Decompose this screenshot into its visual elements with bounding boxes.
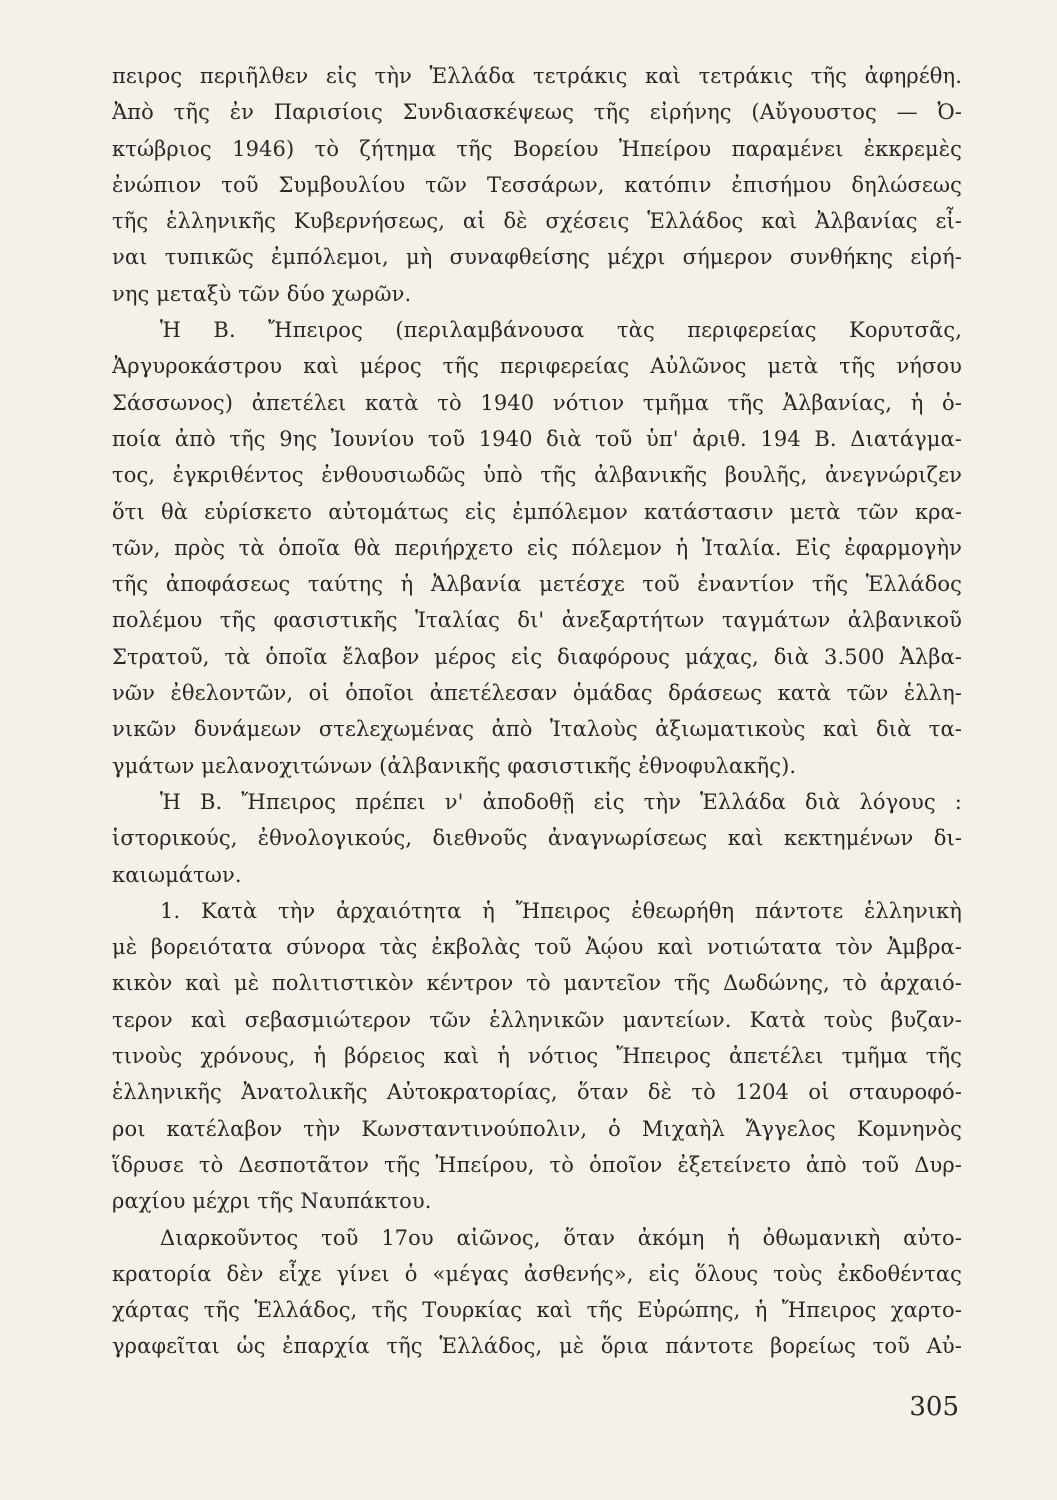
text-line: νικῶν δυνάμεων στελεχωμένας ἀπὸ Ἰταλοὺς ἀξιωματικοὺς καὶ διὰ τα- bbox=[112, 717, 962, 742]
text-line: ροι κατέλαβον τὴν Κωνσταντινούπολιν, ὁ Μιχαὴλ Ἄγγελος Κομνηνὸς bbox=[112, 1116, 962, 1141]
text-line: Ἀργυροκάστρου καὶ μέρος τῆς περιφερείας Αὐλῶνος μετὰ τῆς νήσου bbox=[112, 354, 962, 379]
text-line: Στρατοῦ, τὰ ὁποῖα ἔλαβον μέρος εἰς διαφόρους μάχας, διὰ 3.500 Ἀλβα- bbox=[112, 644, 962, 669]
text-line: κτώβριος 1946) τὸ ζήτημα τῆς Βορείου Ἠπείρου παραμένει ἐκκρεμὲς bbox=[112, 136, 962, 161]
text-line: καιωμάτων. bbox=[112, 862, 242, 887]
text-line: τος, ἐγκριθέντος ἐνθουσιωδῶς ὑπὸ τῆς ἀλβανικῆς βουλῆς, ἀνεγνώριζεν bbox=[112, 463, 962, 488]
text-line: Ἡ Β. Ἤπειρος (περιλαμβάνουσα τὰς περιφερείας Κορυτσᾶς, bbox=[160, 318, 962, 343]
text-line: ποία ἀπὸ τῆς 9ης Ἰουνίου τοῦ 1940 διὰ τοῦ ὑπ' ἀριθ. 194 Β. Διατάγμα- bbox=[112, 426, 962, 451]
text-line: ἐνώπιον τοῦ Συμβουλίου τῶν Τεσσάρων, κατόπιν ἐπισήμου δηλώσεως bbox=[112, 172, 962, 197]
text-line: ναι τυπικῶς ἐμπόλεμοι, μὴ συναφθείσης μέχρι σήμερον συνθήκης εἰρή- bbox=[112, 245, 962, 270]
text-line: κρατορία δὲν εἶχε γίνει ὁ «μέγας ἀσθενής», εἰς ὅλους τοὺς ἐκδοθέντας bbox=[112, 1261, 962, 1286]
text-line: κικὸν καὶ μὲ πολιτιστικὸν κέντρον τὸ μαντεῖον τῆς Δωδώνης, τὸ ἀρχαιό- bbox=[112, 971, 962, 996]
text-line: νῶν ἐθελοντῶν, οἱ ὁποῖοι ἀπετέλεσαν ὁμάδας δράσεως κατὰ τῶν ἑλλη- bbox=[112, 681, 962, 706]
body-text bbox=[112, 58, 962, 1365]
text-line: μὲ βορειότατα σύνορα τὰς ἐκβολὰς τοῦ Ἀῴου καὶ νοτιώτατα τὸν Ἀμβρα- bbox=[112, 935, 962, 960]
text-line: γραφεῖται ὡς ἐπαρχία τῆς Ἑλλάδος, μὲ ὅρια πάντοτε βορείως τοῦ Αὐ- bbox=[112, 1334, 962, 1359]
text-line: τινοὺς χρόνους, ἡ βόρειος καὶ ἡ νότιος Ἤπειρος ἀπετέλει τμῆμα τῆς bbox=[112, 1044, 962, 1069]
text-line: ἵδρυσε τὸ Δεσποτᾶτον τῆς Ἠπείρου, τὸ ὁποῖον ἐξετείνετο ἀπὸ τοῦ Δυρ- bbox=[112, 1152, 962, 1177]
text-line: ραχίου μέχρι τῆς Ναυπάκτου. bbox=[112, 1189, 432, 1214]
text-line: Διαρκοῦντος τοῦ 17ου αἰῶνος, ὅταν ἀκόμη ἡ ὀθωμανικὴ αὐτο- bbox=[160, 1225, 962, 1250]
text-line: τῶν, πρὸς τὰ ὁποῖα θὰ περιήρχετο εἰς πόλεμον ἡ Ἰταλία. Εἰς ἐφαρμογὴν bbox=[112, 535, 962, 560]
text-line: τερον καὶ σεβασμιώτερον τῶν ἑλληνικῶν μαντείων. Κατὰ τοὺς βυζαν- bbox=[112, 1007, 962, 1032]
text-line: ὅτι θὰ εὑρίσκετο αὐτομάτως εἰς ἐμπόλεμον κατάστασιν μετὰ τῶν κρα- bbox=[112, 499, 962, 524]
text-line: νης μεταξὺ τῶν δύο χωρῶν. bbox=[112, 281, 412, 306]
text-line: Σάσσωνος) ἀπετέλει κατὰ τὸ 1940 νότιον τμῆμα τῆς Ἀλβανίας, ἡ ὁ- bbox=[112, 390, 962, 415]
text-line: τῆς ἑλληνικῆς Κυβερνήσεως, αἱ δὲ σχέσεις Ἑλλάδος καὶ Ἀλβανίας εἶ- bbox=[112, 209, 962, 234]
text-line: τῆς ἀποφάσεως ταύτης ἡ Ἀλβανία μετέσχε τοῦ ἐναντίον τῆς Ἑλλάδος bbox=[112, 572, 962, 597]
text-line: 1. Κατὰ τὴν ἀρχαιότητα ἡ Ἤπειρος ἐθεωρήθη πάντοτε ἑλληνικὴ bbox=[160, 898, 962, 923]
text-line: πειρος περιῆλθεν εἰς τὴν Ἑλλάδα τετράκις καὶ τετράκις τῆς ἀφηρέθη. bbox=[112, 64, 962, 88]
text-line: ἱστορικούς, ἐθνολογικούς, διεθνοῦς ἀναγνωρίσεως καὶ κεκτημένων δι- bbox=[112, 826, 962, 851]
text-line: Ἀπὸ τῆς ἐν Παρισίοις Συνδιασκέψεως τῆς εἰρήνης (Αὔγουστος — Ὀ- bbox=[112, 100, 962, 125]
text-line: ἑλληνικῆς Ἀνατολικῆς Αὐτοκρατορίας, ὅταν δὲ τὸ 1204 οἱ σταυροφό- bbox=[112, 1080, 962, 1105]
page-number: 305 bbox=[909, 1392, 959, 1422]
text-line: πολέμου τῆς φασιστικῆς Ἰταλίας δι' ἀνεξαρτήτων ταγμάτων ἀλβανικοῦ bbox=[112, 608, 962, 633]
text-line: χάρτας τῆς Ἑλλάδος, τῆς Τουρκίας καὶ τῆς Εὐρώπης, ἡ Ἤπειρος χαρτο- bbox=[112, 1298, 962, 1323]
text-line: Ἡ Β. Ἤπειρος πρέπει ν' ἀποδοθῇ εἰς τὴν Ἑλλάδα διὰ λόγους : bbox=[160, 789, 962, 814]
text-line: γμάτων μελανοχιτώνων (ἀλβανικῆς φασιστικῆς ἐθνοφυλακῆς). bbox=[112, 753, 797, 778]
